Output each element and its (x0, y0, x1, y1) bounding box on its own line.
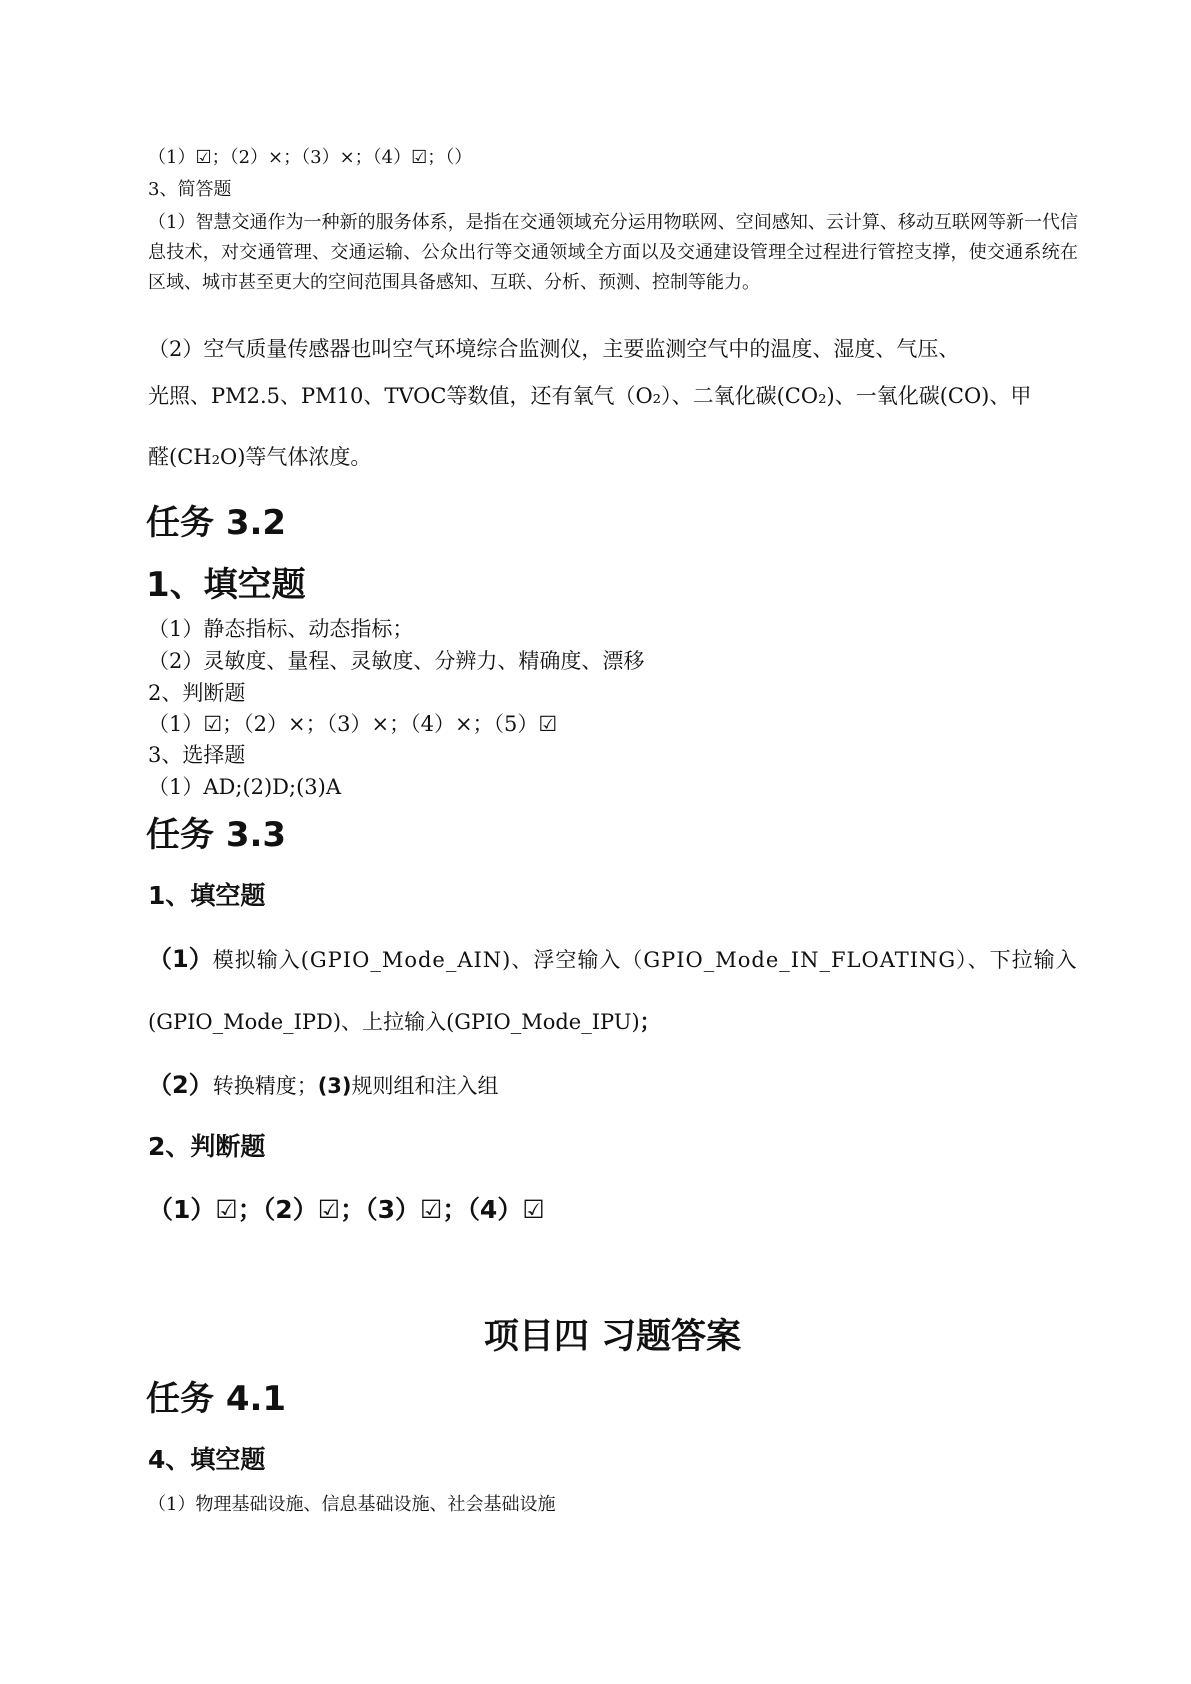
task-3-3-fill-1-line-2 (148, 1012, 661, 1033)
fill-1-number: （1） (148, 945, 213, 973)
task-3-2-judge-heading: 2、判断题 (148, 681, 246, 705)
task-3-2-heading: 任务 3.2 (146, 503, 287, 543)
task-3-2-choice-answers: （1）AD;(2)D;(3)A (148, 775, 342, 799)
project-4-title: 项目四 习题答案 (483, 1317, 742, 1357)
fill-1-end: ； (639, 1010, 661, 1034)
short-answer-heading: 3、简答题 (148, 179, 232, 200)
fill-2-number: （2） (148, 1071, 213, 1099)
short-answer-2-line-2: 光照、PM2.5、PM10、TVOC等数值，还有氧气（O₂）、二氧化碳(CO₂)、一氧化碳(CO)、甲 (148, 384, 1032, 408)
task-3-3-fill-2-3 (148, 1073, 499, 1097)
task-3-3-fill-1-line-1 (148, 947, 1078, 971)
task-4-1-fill-heading: 4、填空题 (148, 1445, 266, 1474)
task-3-2-fill-1: （1）静态指标、动态指标； (148, 617, 414, 641)
judge-answers-3-1: （1）☑；（2）×；（3）×；（4）☑；（） (148, 147, 473, 168)
task-3-2-fill-heading: 1、填空题 (146, 565, 306, 605)
short-answer-1: （1）智慧交通作为一种新的服务体系，是指在交通领域充分运用物联网、空间感知、云计算、移动互联网等新一代信息技术，对交通管理、交通运输、公众出行等交通领域全方面以及交通建设管理全过程进行管控支撑，使交通系统在区域、城市甚至更大的空间范围具备感知、互联、分析、预测、控制等能力。 (148, 212, 1078, 293)
fill-2-text: 转换精度； (212, 1074, 318, 1098)
task-3-2-choice-heading: 3、选择题 (148, 743, 246, 767)
task-3-3-fill-heading: 1、填空题 (148, 881, 266, 910)
fill-3-text: 规则组和注入组 (351, 1074, 499, 1098)
short-answer-2-line-3: 醛(CH₂O)等气体浓度。 (148, 445, 372, 469)
short-answer-2-line-1: （2）空气质量传感器也叫空气环境综合监测仪，主要监测空气中的温度、湿度、气压、 (148, 337, 960, 361)
task-3-3-judge-answers: （1）☑；（2）☑；（3）☑；（4）☑ (148, 1195, 545, 1224)
task-3-2-judge-answers: （1）☑；（2）×；（3）×；（4）×；（5）☑ (148, 712, 558, 736)
task-3-3-judge-heading: 2、判断题 (148, 1132, 266, 1161)
task-4-1-heading: 任务 4.1 (146, 1379, 287, 1419)
fill-1-text-cont: (GPIO_Mode_IPD)、上拉输入(GPIO_Mode_IPU) (148, 1010, 640, 1034)
task-3-3-heading: 任务 3.3 (146, 815, 287, 855)
task-4-1-fill-1: （1）物理基础设施、信息基础设施、社会基础设施 (148, 1494, 556, 1515)
fill-1-text: 模拟输入(GPIO_Mode_AIN)、浮空输入（GPIO_Mode_IN_FLOATING）、下拉输入 (212, 948, 1078, 972)
fill-3-number: (3) (317, 1074, 352, 1098)
task-3-2-fill-2: （2）灵敏度、量程、灵敏度、分辨力、精确度、漂移 (148, 649, 645, 673)
